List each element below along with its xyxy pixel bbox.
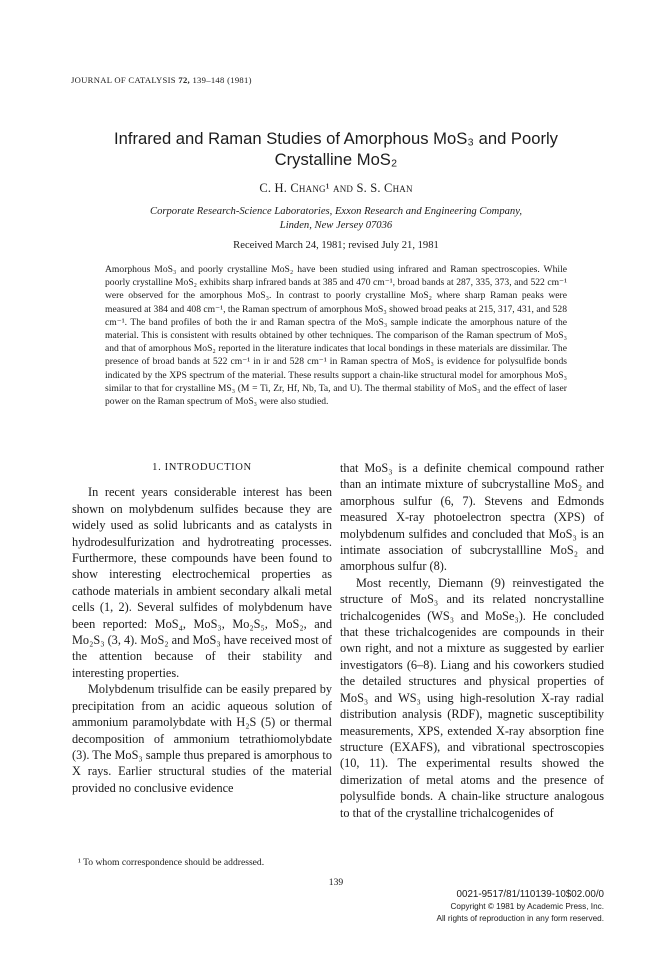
- paragraph: In recent years considerable interest has been shown on molybdenum sulfides because they are widely used as solid lubricants and as catalysts in hydrodesulfurization and hydrotreating processes. Furthermore, these compounds have been found to show interesting electrochemical properties as cathode materials in ambient secondary alkali metal cells (1, 2). Several sulfides of molybdenum have been reported: MoS₄, MoS₃, Mo₂S₅, MoS₂, and Mo₂S₃ (3, 4). MoS₂ and MoS₃ have received most of the attention because of their stability and interesting properties.: [72, 485, 332, 680]
- paragraph: Molybdenum trisulfide can be easily prepared by precipitation from an acidic aqueous solution of ammonium paramolybdate with H₂S (5) or thermal decomposition of ammonium tetrathiomolybdate (3). The MoS₃ sample thus prepared is amorphous to X rays. Earlier structural studies of the material provided no conclusive evidence: [72, 682, 332, 795]
- journal-header: [71, 75, 252, 85]
- author-2: S. S. Chan: [356, 181, 413, 195]
- title-line-2: Crystalline MoS₂: [274, 150, 398, 169]
- affiliation-line-2: Linden, New Jersey 07036: [279, 219, 393, 231]
- title-line-1: Infrared and Raman Studies of Amorphous MoS₃ and Poorly: [114, 129, 558, 148]
- journal-name: JOURNAL OF CATALYSIS: [71, 75, 176, 85]
- copyright-line: Copyright © 1981 by Academic Press, Inc.: [450, 901, 604, 911]
- rights-line: All rights of reproduction in any form reserved.: [436, 913, 604, 923]
- authors: [60, 181, 612, 196]
- author-conjunction: and: [333, 181, 354, 195]
- section-heading: 1. INTRODUCTION: [152, 462, 252, 473]
- article-title: [60, 128, 612, 170]
- left-column: [72, 460, 332, 796]
- footnote: ¹ To whom correspondence should be addressed.: [78, 857, 265, 868]
- affiliation: [70, 205, 602, 232]
- article-code: 0021-9517/81/110139-10$02.00/0: [456, 889, 604, 900]
- abstract: Amorphous MoS₃ and poorly crystalline MoS₂ have been studied using infrared and Raman spectroscopies. While poorly crystalline MoS₂ exhibits sharp infrared bands at 385 and 470 cm⁻¹, broad bands at 287, 335, 373, and 522 cm⁻¹ were observed for the amorphous MoS₃. In contrast to poorly crystalline MoS₂ where sharp Raman peaks were measured at 384 and 408 cm⁻¹, the Raman spectrum of amorphous MoS₃ showed broad peaks at 215, 317, 431, and 528 cm⁻¹. The band profiles of both the ir and Raman spectra of the MoS₃ sample indicate the amorphous nature of the material. This is consistent with results obtained by other techniques. The comparison of the Raman spectrum of MoS₃ and that of amorphous MoS₂ reported in the literature indicates that local bondings in these materials are dissimilar. The presence of broad bands at 522 cm⁻¹ in ir and 528 cm⁻¹ in Raman spectra of MoS₃ is evidence for polysulfide bonds indicated by the XPS spectrum of the material. These results support a chain-like structural model for amorphous MoS₃ similar to that for crystalline MS₃ (M = Ti, Zr, Hf, Nb, Ta, and U). The thermal stability of MoS₃ and the effect of laser power on the Raman spectrum of MoS₃ were also studied.: [105, 264, 567, 408]
- copyright-block: [437, 889, 604, 924]
- received-dates: Received March 24, 1981; revised July 21, 1981: [233, 240, 439, 251]
- paragraph: that MoS₃ is a definite chemical compound rather than an intimate mixture of subcrystalline MoS₂ and amorphous sulfur (6, 7). Stevens and Edmonds measured X-ray photoelectron spectra (XPS) of molybdenum sulfides and concluded that MoS₃ is an intimate association of subcrystallline MoS₂ and amorphous sulfur (8).: [340, 461, 604, 574]
- journal-pages: 139–148 (1981): [192, 75, 252, 85]
- affiliation-line-1: Corporate Research-Science Laboratories, Exxon Research and Engineering Company,: [150, 206, 522, 217]
- right-column: [340, 460, 604, 821]
- page-number: 139: [328, 877, 344, 888]
- author-1: C. H. Chang¹: [259, 181, 330, 195]
- journal-volume: 72,: [178, 75, 190, 85]
- paragraph: Most recently, Diemann (9) reinvestigated the structure of MoS₃ and its related noncrystalline trichalcogenides (WS₃ and MoSe₃). He concluded that these trichalcogenides are compounds in their own right, and not a mixture as suggested by earlier investigators (6–8). Liang and his coworkers studied the detailed structures and physical properties of MoS₃ and WS₃ using high-resolution X-ray radial distribution analysis (RDF), magnetic susceptibility measurements, XPS, extended X-ray absorption fine structure (EXAFS), and vibrational spectroscopies (10, 11). The experimental results showed the dimerization of metal atoms and the presence of polysulfide bonds. A chain-like structure analogous to that of the crystalline trichalcogenides of: [340, 575, 604, 820]
